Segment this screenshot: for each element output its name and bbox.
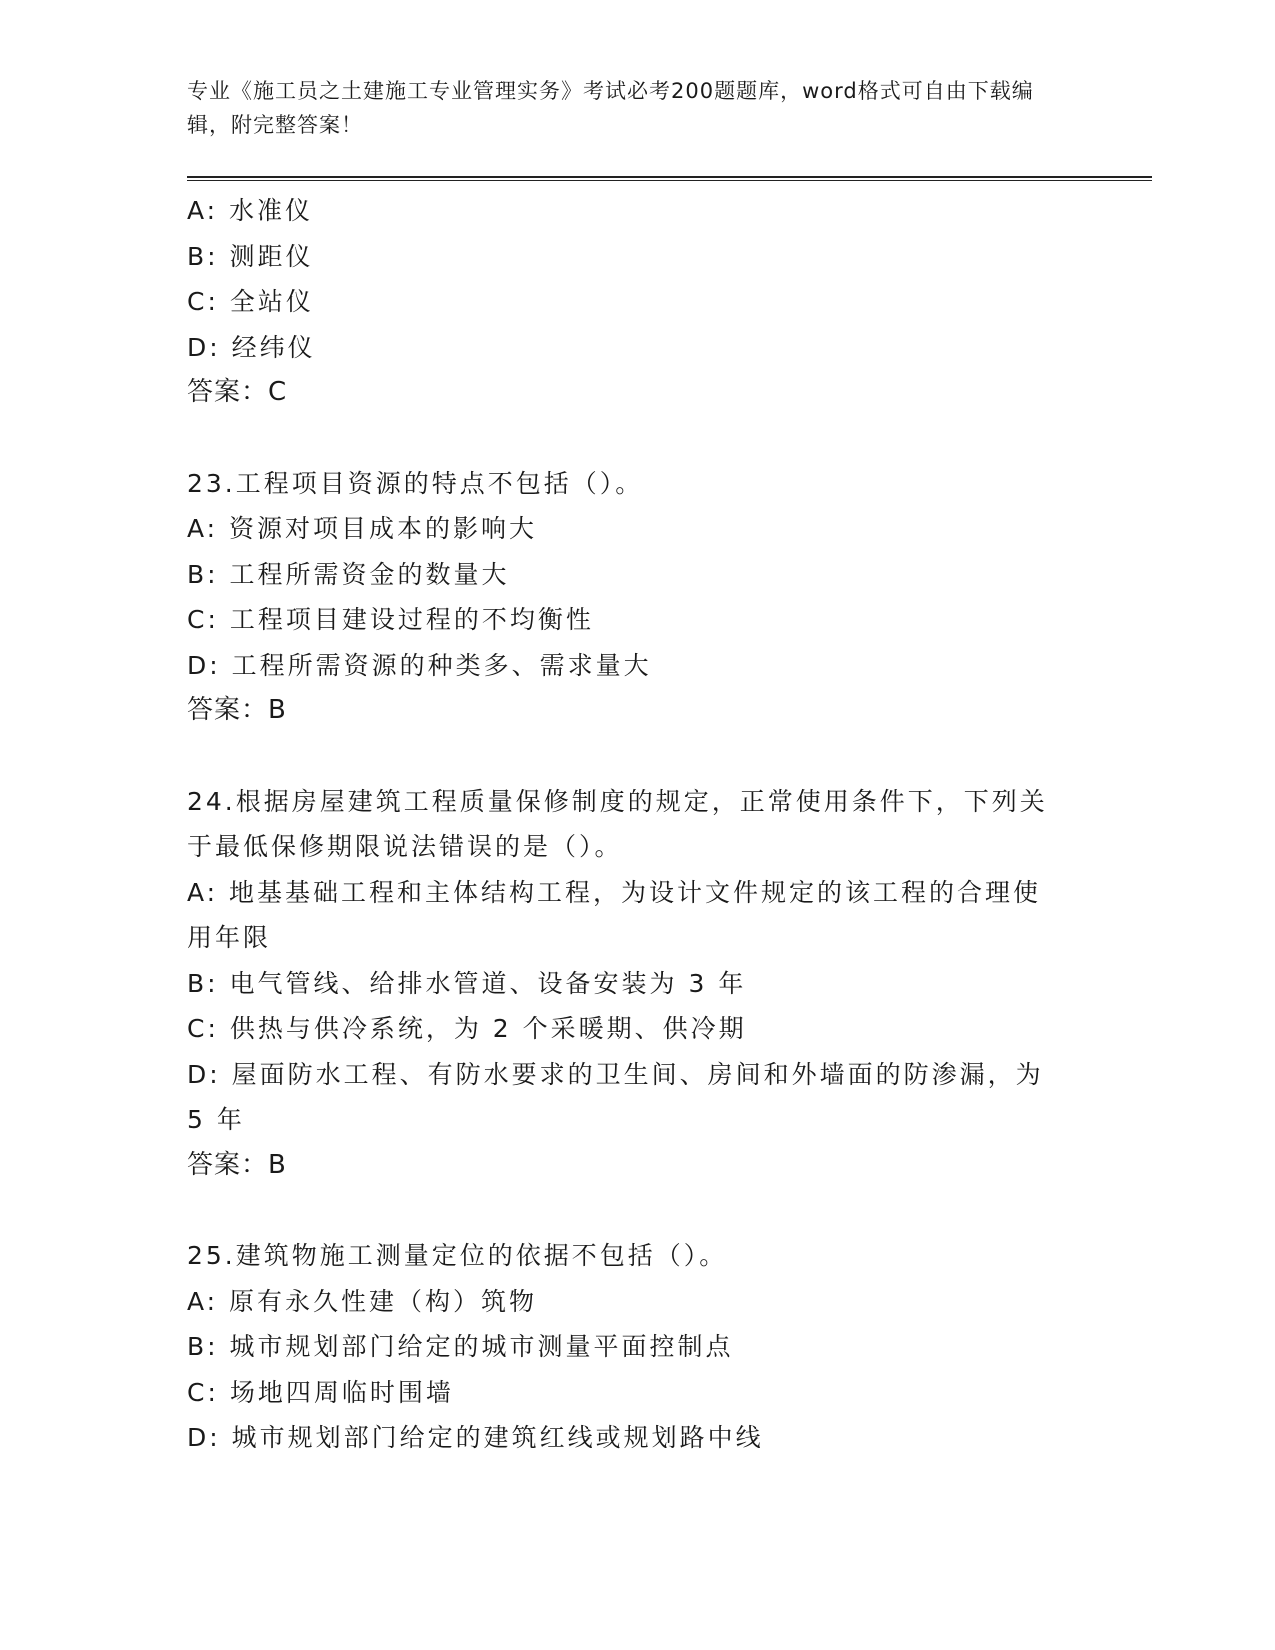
- option-a-line-2: 用年限: [187, 923, 272, 952]
- option-d: D: 经纬仪: [187, 332, 316, 362]
- option-d-line-2: 5 年: [187, 1105, 245, 1134]
- option-d: D: 工程所需资源的种类多、需求量大: [187, 650, 652, 680]
- option-c: C: 全站仪: [187, 287, 314, 316]
- option-b: B: 测距仪: [187, 241, 314, 271]
- option-a: A: 原有永久性建（构）筑物: [187, 1286, 538, 1316]
- question-22-tail: [187, 188, 1087, 416]
- answer: 答案：C: [187, 377, 288, 407]
- question-spacer: [187, 416, 1087, 461]
- option-a: A: 资源对项目成本的影响大: [187, 514, 538, 543]
- answer: 答案：B: [187, 1149, 287, 1180]
- option-b: B: 电气管线、给排水管道、设备安装为 3 年: [187, 968, 747, 998]
- question-25: [187, 1233, 1087, 1461]
- answer: 答案：B: [187, 695, 287, 725]
- question-stem-line-2: 于最低保修期限说法错误的是（）。: [187, 832, 623, 861]
- option-a-line-1: A: 地基基础工程和主体结构工程，为设计文件规定的该工程的合理使: [187, 877, 1042, 907]
- question-stem-line-1: 24.根据房屋建筑工程质量保修制度的规定，正常使用条件下，下列关: [187, 786, 1048, 816]
- option-c: C: 工程项目建设过程的不均衡性: [187, 605, 594, 634]
- option-a: A: 水准仪: [187, 196, 314, 225]
- question-spacer: [187, 1188, 1087, 1233]
- question-stem: 25.建筑物施工测量定位的依据不包括（）。: [187, 1241, 728, 1270]
- document-header: 专业《施工员之土建施工专业管理实务》考试必考200题题库，word格式可自由下载编辑，附完整答案！: [187, 79, 1034, 137]
- option-b: B: 城市规划部门给定的城市测量平面控制点: [187, 1332, 734, 1361]
- option-c: C: 供热与供冷系统，为 2 个采暖期、供冷期: [187, 1014, 747, 1043]
- option-c: C: 场地四周临时围墙: [187, 1377, 454, 1407]
- question-24: [187, 779, 1087, 1189]
- question-spacer: [187, 734, 1087, 779]
- question-23: [187, 461, 1087, 734]
- option-b: B: 工程所需资金的数量大: [187, 559, 510, 589]
- option-d-line-1: D: 屋面防水工程、有防水要求的卫生间、房间和外墙面的防渗漏，为: [187, 1059, 1044, 1089]
- option-d: D: 城市规划部门给定的建筑红线或规划路中线: [187, 1423, 764, 1452]
- question-content: [187, 188, 1087, 1461]
- question-stem: 23.工程项目资源的特点不包括（）。: [187, 468, 644, 498]
- header-divider: [187, 176, 1152, 181]
